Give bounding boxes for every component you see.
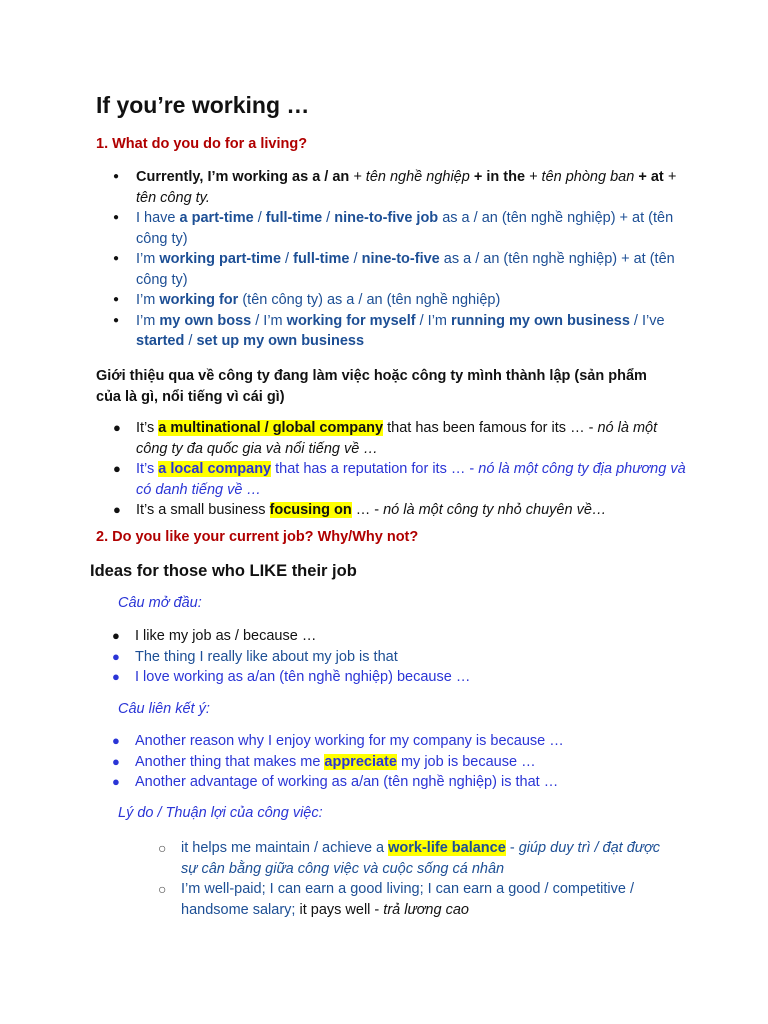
list-item: ● I have a part-time / full-time / nine-to-five job as a / an (tên nghề nghiệp) + at (tên công ty): [97, 208, 687, 249]
reasons-list: [158, 838, 678, 920]
list-item: ● Currently, I’m working as a / an + tên nghề nghiệp + in the + tên phòng ban + at + tên công ty.: [97, 167, 687, 208]
list-item: ● It’s a small business focusing on … - nó là một công ty nhỏ chuyên về…: [100, 500, 690, 521]
list-item: ○ I’m well-paid; I can earn a good living; I can earn a good / competitive / handsome salary; it pays well - trả lương cao: [158, 879, 678, 920]
list-item: ● I’m working part-time / full-time / nine-to-five as a / an (tên nghề nghiệp) + at (tên công ty): [97, 249, 687, 290]
opening-label: Câu mở đầu:: [118, 595, 202, 611]
opening-sentences-list: [100, 626, 690, 688]
list-item: ● It’s a multinational / global company that has been famous for its … - nó là một công ty đa quốc gia và nổi tiếng về …: [100, 418, 690, 459]
question-2: 2. Do you like your current job? Why/Why not?: [96, 529, 419, 545]
list-item: ● Another advantage of working as a/an (tên nghề nghiệp) is that …: [100, 772, 700, 793]
question-1: 1. What do you do for a living?: [96, 136, 308, 152]
list-item: ● The thing I really like about my job is that: [100, 647, 690, 668]
list-item: ● I’m my own boss / I’m working for myself / I’m running my own business / I’ve started / set up my own business: [97, 311, 687, 352]
company-intro-heading: Giới thiệu qua về công ty đang làm việc hoặc công ty mình thành lập (sản phẩm của là gì, nổi tiếng vì cái gì): [96, 368, 647, 405]
linking-label: Câu liên kết ý:: [118, 701, 210, 717]
page-title: If you’re working …: [96, 92, 310, 118]
list-item: ● I’m working for (tên công ty) as a / an (tên nghề nghiệp): [97, 290, 687, 311]
list-item: ● It’s a local company that has a reputation for its … - nó là một công ty địa phương và có danh tiếng về …: [100, 459, 690, 500]
list-item: ● I like my job as / because …: [100, 626, 690, 647]
answer-patterns-list: [97, 167, 687, 352]
reasons-label: Lý do / Thuận lợi của công việc:: [118, 805, 323, 821]
list-item: ● I love working as a/an (tên nghề nghiệp) because …: [100, 667, 690, 688]
ideas-heading: Ideas for those who LIKE their job: [90, 562, 357, 580]
company-description-list: [100, 418, 690, 521]
list-item: ● Another reason why I enjoy working for my company is because …: [100, 731, 700, 752]
list-item: ○ it helps me maintain / achieve a work-life balance - giúp duy trì / đạt được sự cân bằng giữa công việc và cuộc sống cá nhân: [158, 838, 678, 879]
list-item: ● Another thing that makes me appreciate my job is because …: [100, 752, 700, 773]
linking-sentences-list: [100, 731, 700, 793]
